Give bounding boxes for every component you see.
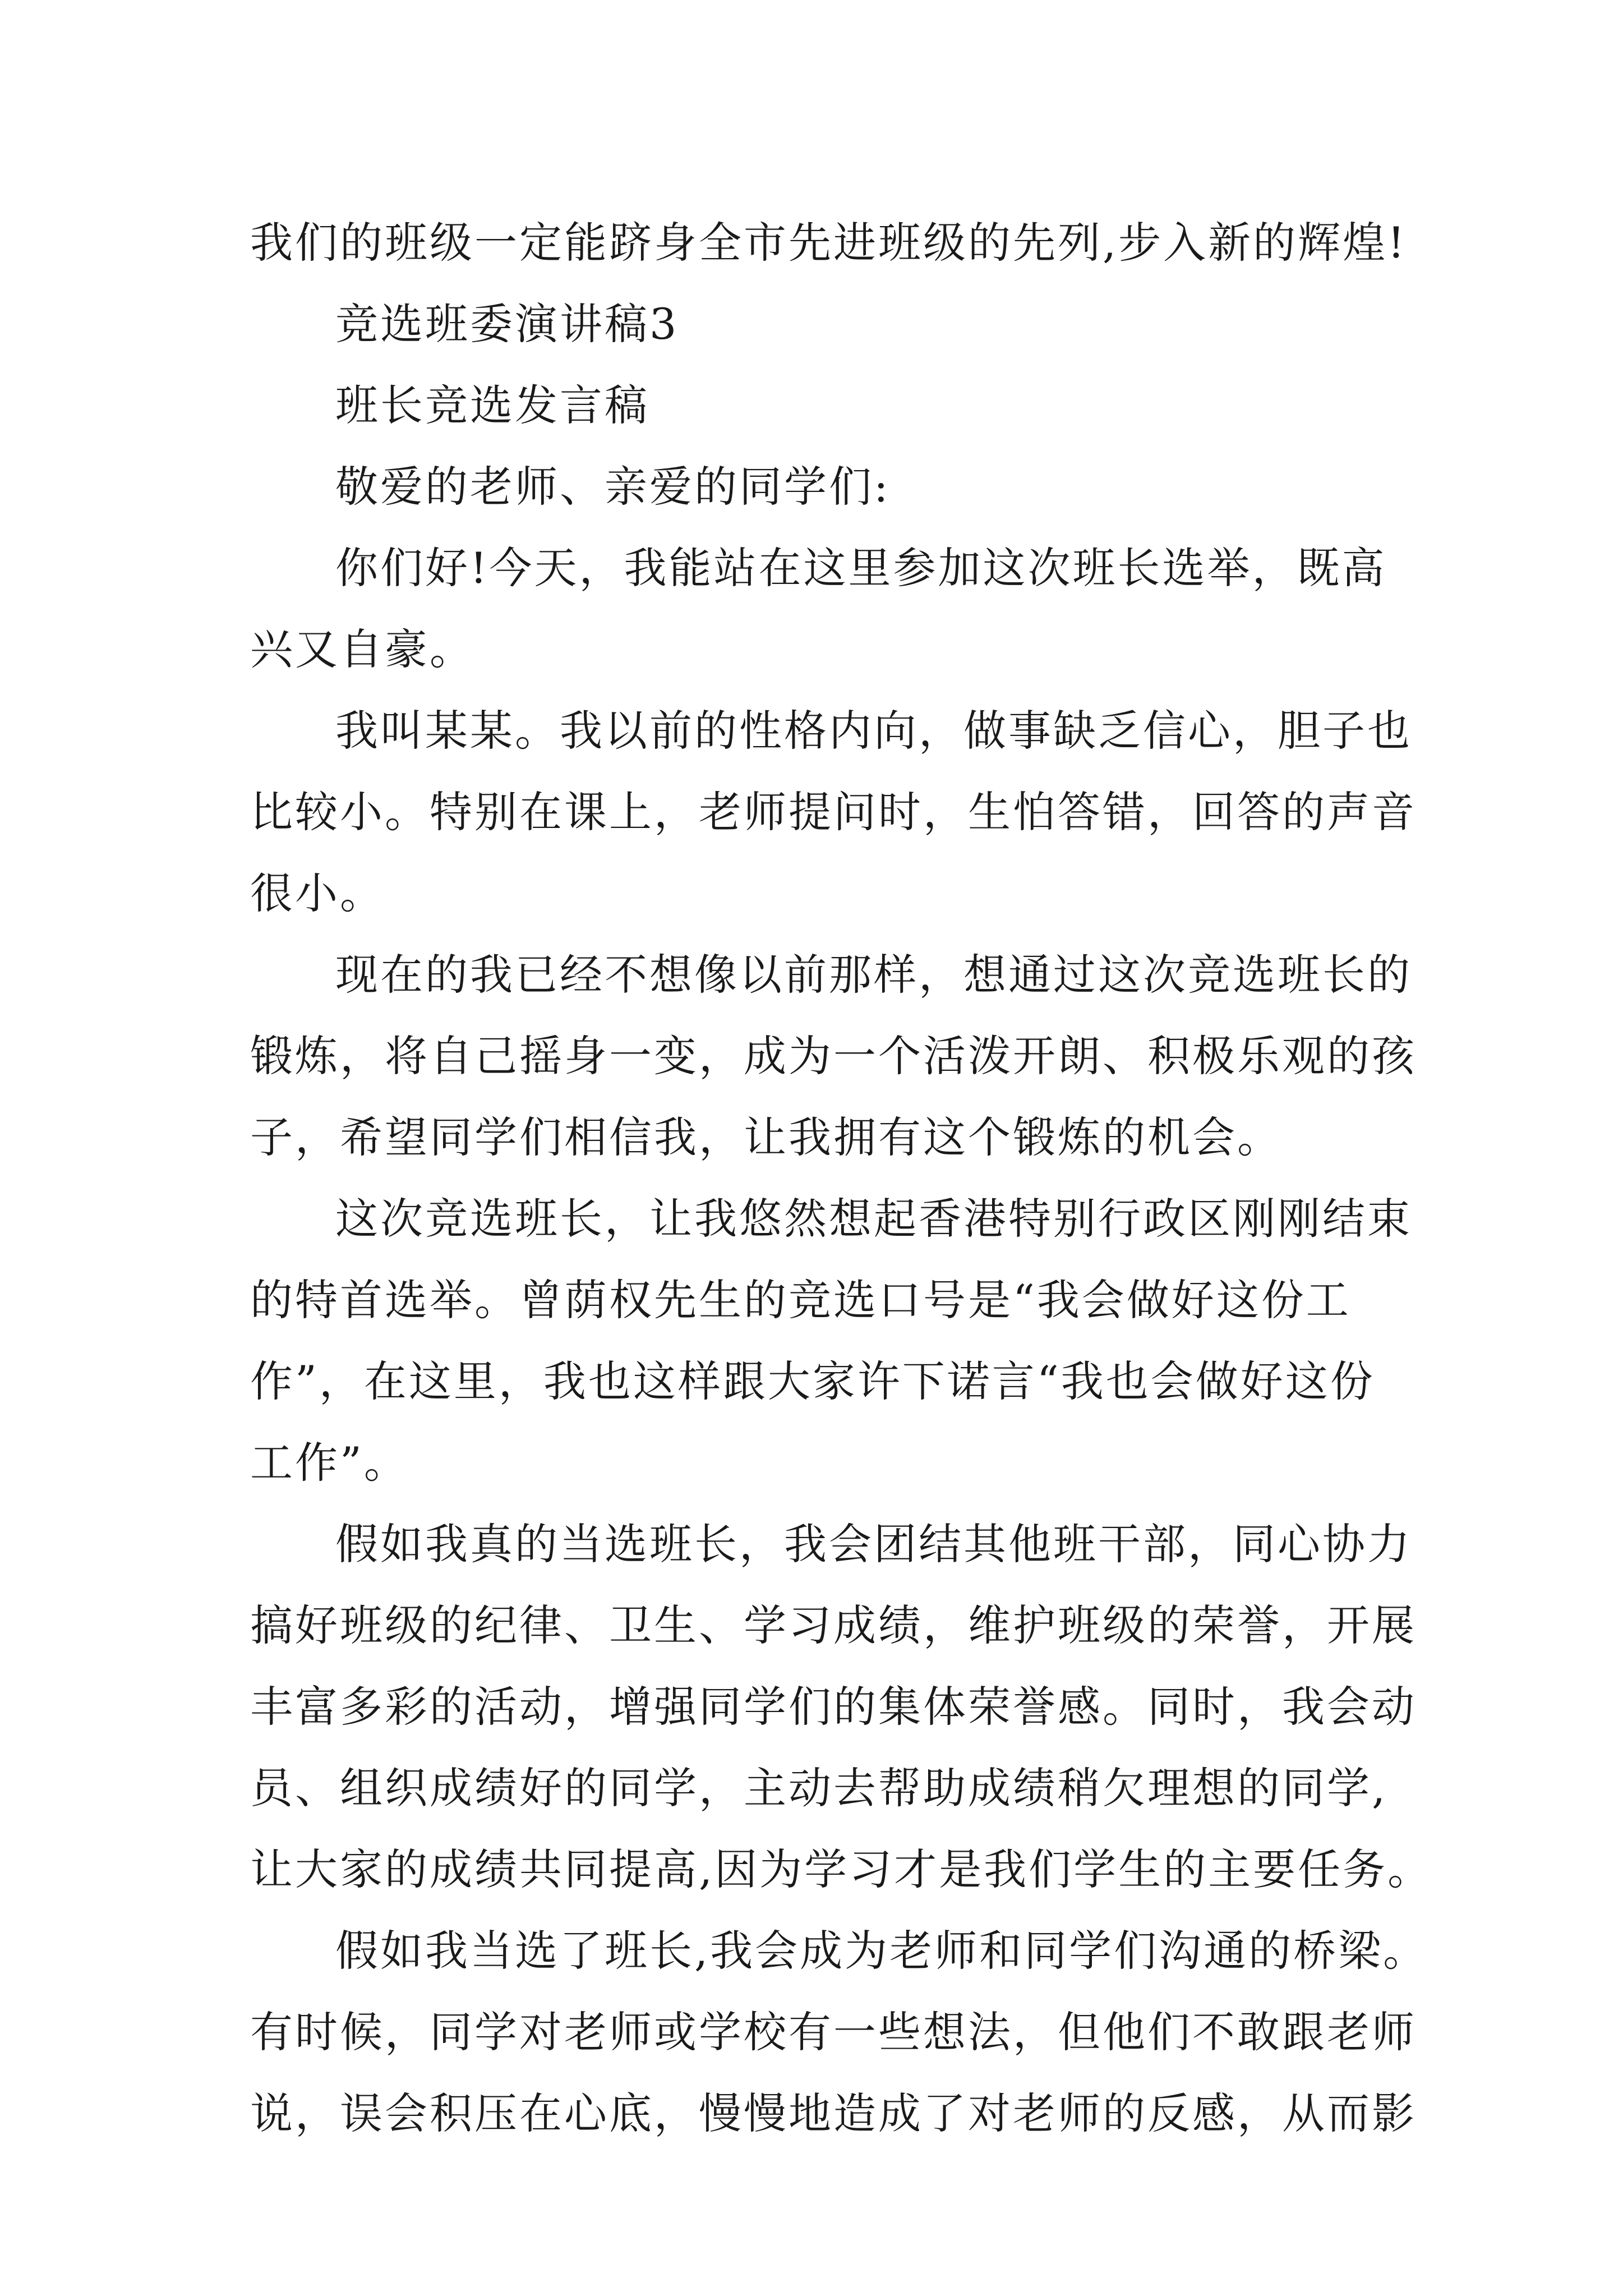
text-line: 有时候，同学对老师或学校有一些想法，但他们不敢跟老师 (250, 2007, 1417, 2057)
text-line: 我叫某某。我以前的性格内向，做事缺乏信心，胆子也 (335, 706, 1412, 756)
text-line: 很小。 (250, 868, 385, 918)
text-line: 子，希望同学们相信我，让我拥有这个锻炼的机会。 (250, 1112, 1282, 1162)
speech-title: 班长竞选发言稿 (335, 380, 649, 430)
text-line: 搞好班级的纪律、卫生、学习成绩，维护班级的荣誉，开展 (250, 1600, 1417, 1650)
text-line: 锻炼，将自己摇身一变，成为一个活泼开朗、积极乐观的孩 (250, 1031, 1417, 1081)
text-line: 的特首选举。曾荫权先生的竞选口号是“我会做好这份工 (250, 1275, 1351, 1325)
text-line: 我们的班级一定能跻身全市先进班级的先列,步入新的辉煌! (250, 218, 1407, 268)
section-heading: 竞选班委演讲稿3 (335, 299, 679, 349)
text-line: 假如我当选了班长,我会成为老师和同学们沟通的桥梁。 (335, 1926, 1428, 1976)
text-line: 现在的我已经不想像以前那样，想通过这次竞选班长的 (335, 950, 1412, 1000)
text-line: 说，误会积压在心底，慢慢地造成了对老师的反感，从而影 (250, 2088, 1417, 2138)
text-line: 你们好!今天，我能站在这里参加这次班长选举，既高 (335, 543, 1387, 593)
text-line: 假如我真的当选班长，我会团结其他班干部，同心协力 (335, 1519, 1412, 1569)
salutation: 敬爱的老师、亲爱的同学们: (335, 462, 891, 512)
text-line: 这次竞选班长，让我悠然想起香港特别行政区刚刚结束 (335, 1194, 1412, 1244)
document-body (250, 202, 1433, 2154)
text-line: 让大家的成绩共同提高,因为学习才是我们学生的主要任务。 (250, 1844, 1433, 1894)
text-line: 兴又自豪。 (250, 624, 474, 674)
text-line: 丰富多彩的活动，增强同学们的集体荣誉感。同时，我会动 (250, 1682, 1417, 1732)
text-line: 作”，在这里，我也这样跟大家许下诺言“我也会做好这份 (250, 1356, 1375, 1406)
text-line: 比较小。特别在课上，老师提问时，生怕答错，回答的声音 (250, 787, 1417, 837)
text-line: 员、组织成绩好的同学，主动去帮助成绩稍欠理想的同学, (250, 1763, 1388, 1813)
text-line: 工作”。 (250, 1438, 409, 1488)
